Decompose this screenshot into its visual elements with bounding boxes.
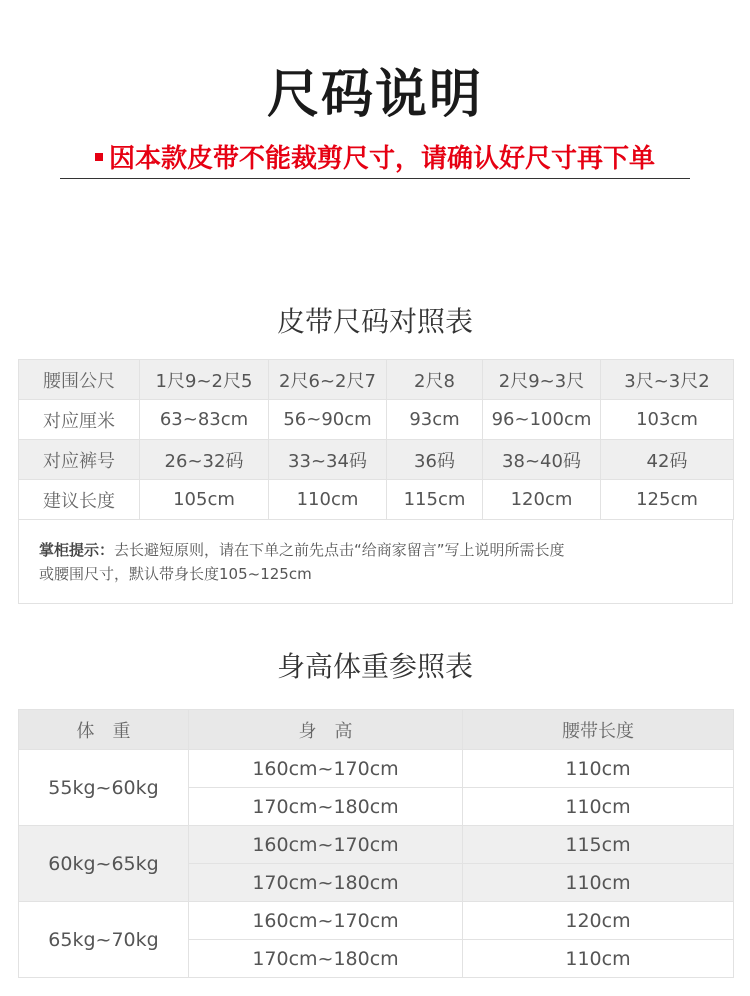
height-cell: 170cm~180cm xyxy=(189,864,463,902)
column-header-belt-length: 腰带长度 xyxy=(463,710,734,750)
height-cell: 170cm~180cm xyxy=(189,788,463,826)
table-cell: 2尺8 xyxy=(387,360,483,400)
tip-label: 掌柜提示： xyxy=(39,541,115,559)
height-cell: 160cm~170cm xyxy=(189,902,463,940)
table-row xyxy=(19,480,734,520)
weight-cell: 55kg~60kg xyxy=(19,750,189,826)
page-title: 尺码说明 xyxy=(266,65,483,125)
height-cell: 160cm~170cm xyxy=(189,826,463,864)
table-cell: 120cm xyxy=(483,480,601,520)
row-header: 对应厘米 xyxy=(19,400,140,440)
divider xyxy=(60,178,690,179)
belt-table-title: 皮带尺码对照表 xyxy=(276,305,473,338)
tip-line-2: 或腰围尺寸，默认带身长度105~125cm xyxy=(39,565,312,583)
table-cell: 33~34码 xyxy=(269,440,387,480)
row-header: 建议长度 xyxy=(19,480,140,520)
table-row xyxy=(19,360,734,400)
table-cell: 42码 xyxy=(601,440,734,480)
belt-length-cell: 115cm xyxy=(463,826,734,864)
table-cell: 96~100cm xyxy=(483,400,601,440)
table-cell: 63~83cm xyxy=(140,400,269,440)
table-cell: 2尺9~3尺 xyxy=(483,360,601,400)
tip-text: 去长避短原则，请在下单之前先点击“给商家留言”写上说明所需长度 xyxy=(114,541,565,559)
height-cell: 160cm~170cm xyxy=(189,750,463,788)
table-row xyxy=(19,750,734,788)
table-cell: 103cm xyxy=(601,400,734,440)
weight-cell: 60kg~65kg xyxy=(19,826,189,902)
table-cell: 3尺~3尺2 xyxy=(601,360,734,400)
table-cell: 26~32码 xyxy=(140,440,269,480)
table-header-row xyxy=(19,710,734,750)
table-cell: 36码 xyxy=(387,440,483,480)
table-row xyxy=(19,826,734,864)
table-cell: 93cm xyxy=(387,400,483,440)
notice-text: 因本款皮带不能裁剪尺寸，请确认好尺寸再下单 xyxy=(108,144,655,174)
notice-banner xyxy=(0,138,750,175)
table-cell: 115cm xyxy=(387,480,483,520)
column-header-height: 身 高 xyxy=(189,710,463,750)
belt-size-table xyxy=(18,359,734,520)
table-cell: 2尺6~2尺7 xyxy=(269,360,387,400)
column-header-weight: 体 重 xyxy=(19,710,189,750)
shopkeeper-tip xyxy=(18,520,733,604)
height-cell: 170cm~180cm xyxy=(189,940,463,978)
weight-cell: 65kg~70kg xyxy=(19,902,189,978)
belt-length-cell: 110cm xyxy=(463,864,734,902)
table-cell: 105cm xyxy=(140,480,269,520)
table-row xyxy=(19,440,734,480)
belt-length-cell: 120cm xyxy=(463,902,734,940)
square-bullet-icon xyxy=(95,153,103,161)
height-weight-table xyxy=(18,709,734,978)
table-cell: 38~40码 xyxy=(483,440,601,480)
row-header: 对应裤号 xyxy=(19,440,140,480)
belt-length-cell: 110cm xyxy=(463,750,734,788)
height-weight-table-title: 身高体重参照表 xyxy=(276,650,473,683)
tip-line-1 xyxy=(39,538,712,562)
table-cell: 125cm xyxy=(601,480,734,520)
table-row xyxy=(19,400,734,440)
table-cell: 110cm xyxy=(269,480,387,520)
table-row xyxy=(19,902,734,940)
belt-length-cell: 110cm xyxy=(463,788,734,826)
belt-length-cell: 110cm xyxy=(463,940,734,978)
row-header: 腰围公尺 xyxy=(19,360,140,400)
table-cell: 1尺9~2尺5 xyxy=(140,360,269,400)
table-cell: 56~90cm xyxy=(269,400,387,440)
